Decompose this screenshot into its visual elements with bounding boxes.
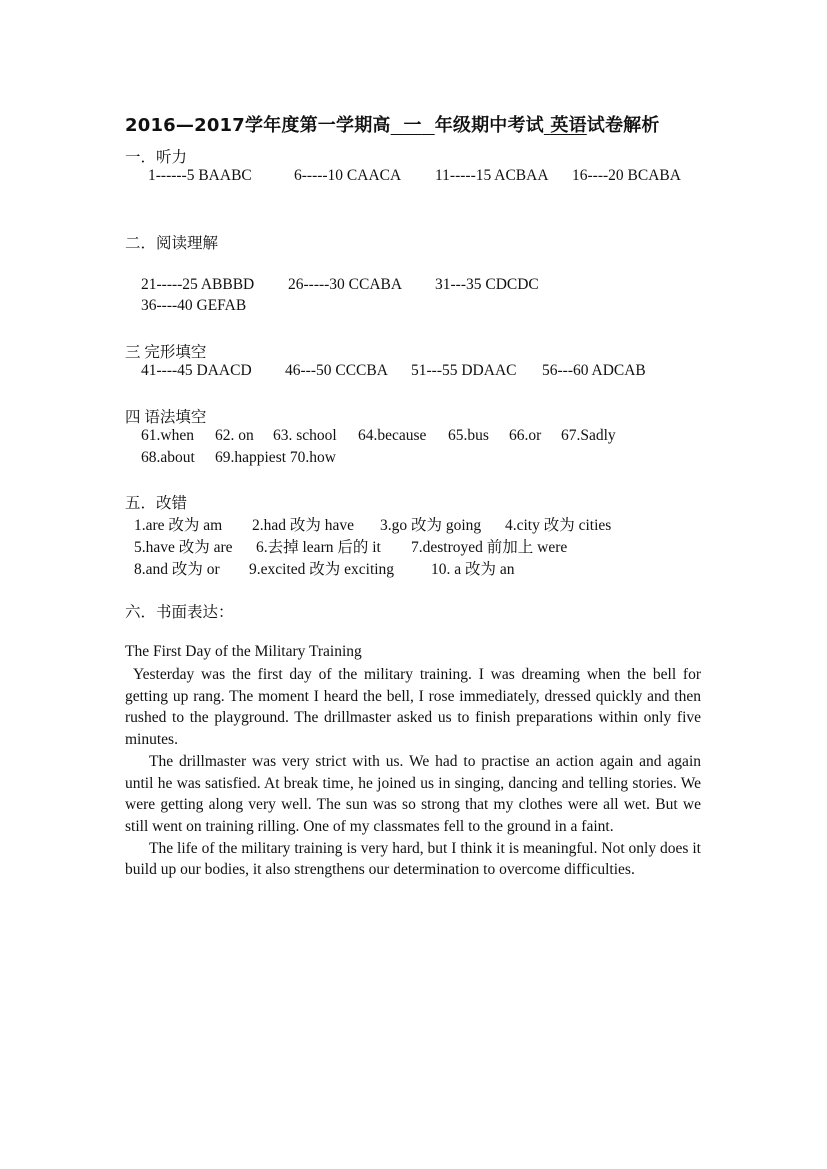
correction-answer: 3.go 改为 going (380, 517, 482, 534)
grammar-answer: 66.or (509, 427, 542, 444)
section-heading-grammar: 四 语法填空 (125, 409, 207, 426)
title-subject: 英语 (550, 115, 587, 136)
reading-answer: 21-----25 ABBBD (141, 276, 255, 293)
reading-answer: 31---35 CDCDC (435, 276, 539, 293)
essay-body (125, 664, 701, 881)
grammar-answer: 65.bus (448, 427, 489, 444)
reading-answer: 26-----30 CCABA (288, 276, 403, 293)
title-prefix: 2016—2017学年度第一学期高 (125, 115, 391, 136)
grammar-answer: 67.Sadly (561, 427, 616, 444)
correction-answer: 2.had 改为 have (252, 517, 355, 534)
section-heading-correction: 五．改错 (125, 495, 188, 512)
section-heading-reading: 二．阅读理解 (125, 235, 219, 252)
listening-answer: 11-----15 ACBAA (435, 167, 549, 184)
essay-paragraph: The life of the military training is very hard, but I think it is meaningful. Not only does it build up our bodies, it also strengthens our determination to overcome difficulties. (125, 839, 701, 879)
correction-answer: 8.and 改为 or (134, 561, 220, 578)
essay-paragraph: Yesterday was the first day of the military training. I was dreaming when the bell for getting up rang. The moment I heard the bell, I rose immediately, dressed quickly and then rushed to the playground. The drillmaster asked us to finish preparations within only five minutes. (125, 666, 701, 749)
essay-paragraph: The drillmaster was very strict with us. We had to practise an action again and again until he was satisfied. At break time, he joined us in singing, dancing and telling stories. We were getting along very well. The sun was so strong that my clothes were all wet. But we still went on training rilling. One of my classmates fell to the ground in a faint. (125, 752, 701, 835)
cloze-answer: 46---50 CCCBA (285, 362, 388, 379)
listening-answer: 6-----10 CAACA (294, 167, 402, 184)
correction-answer: 9.excited 改为 exciting (249, 561, 395, 578)
correction-answer: 6.去掉 learn 后的 it (256, 539, 381, 556)
section-heading-writing: 六．书面表达： (125, 604, 234, 621)
cloze-answer: 56---60 ADCAB (542, 362, 646, 379)
grammar-answer: 68.about (141, 449, 195, 466)
grammar-answer: 69.happiest 70.how (215, 449, 336, 466)
cloze-answer: 41----45 DAACD (141, 362, 252, 379)
correction-answer: 1.are 改为 am (134, 517, 223, 534)
cloze-answer: 51---55 DDAAC (411, 362, 517, 379)
grammar-answer: 62. on (215, 427, 254, 444)
document-title (125, 111, 725, 137)
listening-answer: 16----20 BCABA (572, 167, 681, 184)
listening-answer: 1------5 BAABC (148, 167, 252, 184)
section-heading-cloze: 三 完形填空 (125, 344, 207, 361)
correction-answer: 5.have 改为 are (134, 539, 233, 556)
grammar-answer: 64.because (358, 427, 427, 444)
title-mid: 年级期中考试 (434, 115, 544, 136)
correction-answer: 10. a 改为 an (431, 561, 515, 578)
essay-title: The First Day of the Military Training (125, 643, 362, 660)
title-grade: 一 (403, 115, 422, 136)
grammar-answer: 61.when (141, 427, 194, 444)
title-suffix: 试卷解析 (586, 115, 660, 136)
section-heading-listening: 一．听力 (125, 149, 188, 166)
correction-answer: 7.destroyed 前加上 were (411, 539, 568, 556)
grammar-answer: 63. school (273, 427, 337, 444)
correction-answer: 4.city 改为 cities (505, 517, 612, 534)
reading-answer: 36----40 GEFAB (141, 297, 247, 314)
